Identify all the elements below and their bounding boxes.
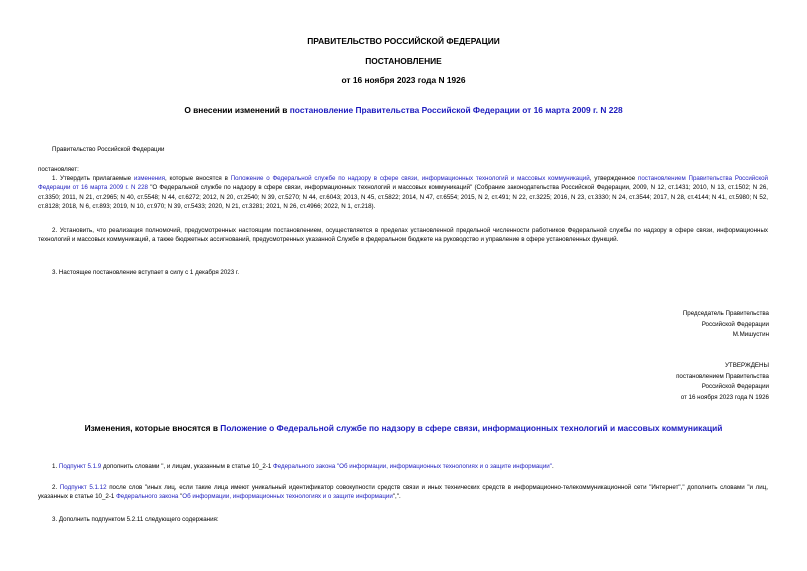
change-3: 3. Дополнить подпунктом 5.2.11 следующего содержания: xyxy=(52,516,219,523)
paragraph-1 xyxy=(38,174,768,212)
change-2 xyxy=(38,483,768,502)
changes-title-prefix: Изменения, которые вносятся в xyxy=(84,423,221,433)
paragraph-2: 2. Установить, что реализация полномочий, предусмотренных настоящим постановлением, осуществляется в пределах установленной предельной численности работников Федеральной службы по надзору в сфере связи, информационных технологий и массовых коммуникаций, а также бюджетных ассигнований, предусмотренных указанной Службе в федеральном бюджете на руководство и управление в сфере установленных функций. xyxy=(38,227,768,244)
federal-law-link[interactable]: Федерального закона "Об информации, информационных технологиях и о защите информации" xyxy=(272,463,552,470)
c1-text-c: . xyxy=(551,463,554,470)
p1-text-c: , утвержденное xyxy=(589,175,638,182)
decree-word: постановляет: xyxy=(38,166,79,173)
subpoint-5-1-9-link[interactable]: Подпункт 5.1.9 xyxy=(58,463,102,470)
decree-228-link[interactable]: постановление Правительства Российской Федерации от 16 марта 2009 г. N 228 xyxy=(289,105,623,115)
approval-line-3: Российской Федерации xyxy=(701,383,769,390)
signature-line-3: М.Мишустин xyxy=(732,331,769,338)
federal-law-link-2[interactable]: Федерального закона xyxy=(116,493,179,501)
c1-text-b: дополнить словами ", и лицам, указанным в статье 10_2-1 xyxy=(101,463,273,470)
approval-line-1: УТВЕРЖДЕНЫ xyxy=(725,362,769,369)
regulation-link[interactable]: Положение о Федеральной службе по надзору в сфере связи, информационных технологий и массовых коммуникаций xyxy=(230,175,590,182)
document-title xyxy=(0,105,807,115)
c2-text-b: после слов "иных лиц, если такие лица имеют уникальный идентификатор совокупности средств связи и иных технических средств в информационно-телекоммуникационной сети "Интернет"," дополнить словами "и лиц, указанных в статье 10_2-1 xyxy=(38,484,768,501)
approval-line-4: от 16 ноября 2023 года N 1926 xyxy=(680,393,769,401)
changes-link[interactable]: изменения xyxy=(133,175,165,182)
p1-text-d: "О Федеральной службе по надзору в сфере связи, информационных технологий и массовых коммуникаций" (Собрание законодательства Российской Федерации, 2009, N 12, ст.1431; 2010, N 13, ст.1502; N 26, ст.3350; 2011, N 21, ст.2965; N 40, ст.5548; N 44, ст.6272; 2012, N 20, ст.2540; N 39, ст.5270; N 44, ст.6043; 2013, N 45, ст.5822; 2014, N 47, ст.6554; 2015, N 2, ст.491; N 22, ст.3225; 2016, N 23, ст.3330; N 24, ст.3544; 2017, N 28, ст.4144; N 41, ст.5980; N 52, ст.8128; 2018, N 6, ст.893; 2019, N 10, ст.970; N 39, ст.5433; 2020, N 21, ст.3281; 2021, N 26, ст.4966; 2022, N 1, ст.218). xyxy=(38,184,769,211)
p1-text-a: 1. Утвердить прилагаемые xyxy=(52,175,134,182)
government-heading: ПРАВИТЕЛЬСТВО РОССИЙСКОЙ ФЕДЕРАЦИИ xyxy=(307,36,500,46)
information-law-title-link[interactable]: Об информации, информационных технологиях и о защите информации xyxy=(182,493,393,501)
c2-text-a: 2. xyxy=(52,484,60,491)
signature-line-2: Российской Федерации xyxy=(701,320,769,328)
p1-text-b: , которые вносятся в xyxy=(165,175,231,182)
signature-block xyxy=(683,309,769,341)
changes-title xyxy=(0,423,807,433)
change-1 xyxy=(38,462,768,471)
document-type: ПОСТАНОВЛЕНИЕ xyxy=(365,56,442,66)
signature-line-1: Председатель Правительства xyxy=(682,310,769,317)
approval-line-2: постановлением Правительства xyxy=(676,372,769,380)
changes-regulation-link[interactable]: Положение о Федеральной службе по надзору в сфере связи, информационных технологий и массовых коммуникаций xyxy=(220,423,723,433)
document-date-number: от 16 ноября 2023 года N 1926 xyxy=(341,75,466,85)
document-title-prefix: О внесении изменений в xyxy=(184,105,290,115)
c1-text-a: 1. xyxy=(52,463,59,470)
subpoint-5-1-12-link[interactable]: Подпункт 5.1.12 xyxy=(59,484,107,491)
approval-block xyxy=(676,361,769,403)
intro-text: Правительство Российской Федерации xyxy=(52,146,165,153)
c2-text-d: ",". xyxy=(392,493,401,501)
paragraph-3: 3. Настоящее постановление вступает в силу с 1 декабря 2023 г. xyxy=(52,269,240,276)
c2-text-c: " xyxy=(178,493,183,501)
decree-link[interactable]: постановлением Правительства Российской Федерации от 16 марта 2009 г. N 228 xyxy=(38,175,769,192)
